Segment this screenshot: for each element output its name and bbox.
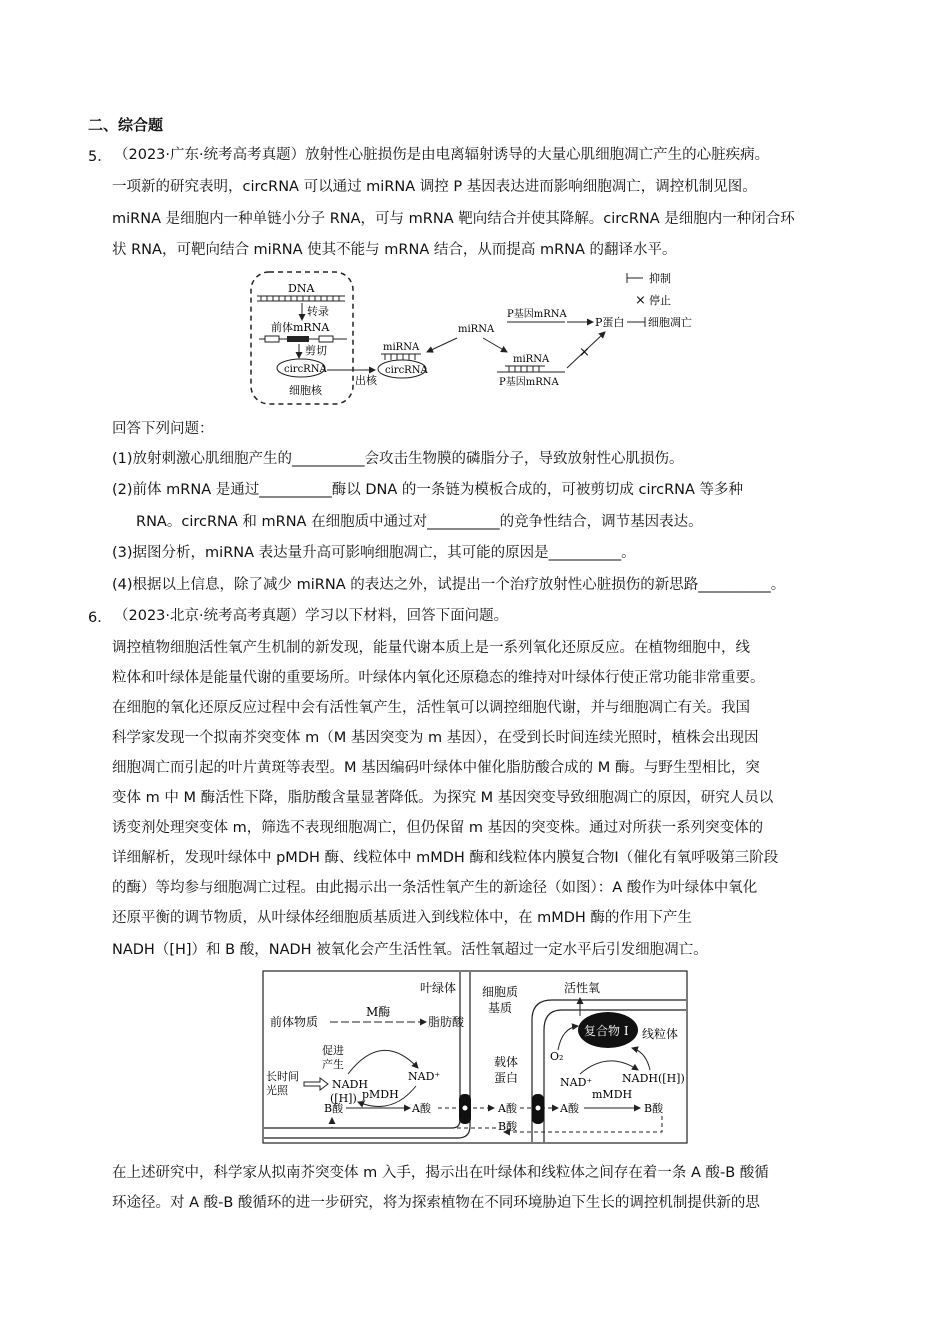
question-5-number: 5． <box>88 149 112 165</box>
b-acid-label-right: B酸 <box>644 1102 664 1115</box>
q6-text-line: 详细解析，发现叶绿体中 pMDH 酶、线粒体中 mMDH 酶和线粒体内膜复合物Ⅰ（催化有氧呼吸第三阶段 <box>112 850 779 866</box>
q5-sub1: (1)放射刺激心肌细胞产生的__________会攻击生物膜的磷脂分子，导致放射性心肌损伤。 <box>112 451 684 467</box>
apoptosis-label: 细胞凋亡 <box>648 316 692 329</box>
long-light-label-1: 长时间 <box>266 1070 299 1083</box>
nad-label-left: NAD⁺ <box>408 1070 441 1083</box>
mirna-to-mrna-arrow <box>483 338 507 352</box>
q6-text-line: 粒体和叶绿体是能量代谢的重要场所。叶绿体内氧化还原稳态的维持对叶绿体行使正常功能非常重要。 <box>112 670 765 686</box>
a-acid-label-center: A酸 <box>498 1102 517 1115</box>
q5-sub2-line2: RNA。circRNA 和 mRNA 在细胞质中通过对__________的竞争性结合，调节基因表达。 <box>136 514 703 530</box>
q5-text-line: miRNA 是细胞内一种单链小分子 RNA，可与 mRNA 靶向结合并使其降解。circRNA 是细胞内一种闭合环 <box>112 211 795 227</box>
o2-label: O₂ <box>550 1050 564 1063</box>
q5-text-line: 一项新的研究表明，circRNA 可以通过 miRNA 调控 P 基因表达进而影响细胞凋亡，调控机制见图。 <box>112 179 757 195</box>
promote-label-1: 促进 <box>322 1044 344 1057</box>
q5-prompt: 回答下列问题： <box>112 421 214 437</box>
m-enzyme-label: M酶 <box>366 1005 391 1019</box>
b-acid-label-center: B酸 <box>498 1120 518 1133</box>
q6-text-line: 细胞凋亡而引起的叶片黄斑等表型。M 基因编码叶绿体中催化脂肪酸合成的 M 酶。与野生型相比，突 <box>112 760 760 776</box>
carrier-label-1: 载体 <box>494 1055 519 1069</box>
figure-border <box>263 971 687 1143</box>
export-label: 出核 <box>355 374 377 387</box>
q6-text-line: 调控植物细胞活性氧产生机制的新发现，能量代谢本质上是一系列氧化还原反应。在植物细胞中，线 <box>112 640 750 656</box>
cytoplasm-label-2: 基质 <box>488 1001 513 1015</box>
q6-text-line: 诱变剂处理突变体 m，筛选不表现细胞凋亡，但仍保留 m 基因的突变株。通过对所获一系列突变体的 <box>112 820 764 836</box>
promote-label-2: 产生 <box>322 1058 344 1071</box>
q5-sub3: (3)据图分析，miRNA 表达量升高可影响细胞凋亡，其可能的原因是__________。 <box>112 545 636 561</box>
p-gene-mrna-label-bottom: P基因mRNA <box>499 377 559 388</box>
a-acid-label-left: A酸 <box>412 1102 431 1115</box>
mirna-label-center: miRNA <box>458 324 495 335</box>
b-acid-label-left: B酸 <box>324 1102 344 1115</box>
nadh-label-left: NADH <box>332 1078 368 1091</box>
circrna-label-cytoplasm: circRNA <box>385 365 428 376</box>
circrna-regulation-figure <box>245 268 715 410</box>
mmdh-label: mMDH <box>592 1088 633 1101</box>
q6-text-line: 的酶）等均参与细胞凋亡过程。由此揭示出一条活性氧产生的新途径（如图）：A 酸作为叶绿体中氧化 <box>112 880 758 896</box>
q5-text-line: 状 RNA，可靶向结合 miRNA 使其不能与 mRNA 结合，从而提高 mRNA 的翻译水平。 <box>112 242 677 258</box>
q6-after-line: 环途径。对 A 酸-B 酸循环的进一步研究，将为探索植物在不同环境胁迫下生长的调控机制提供新的思 <box>112 1195 760 1211</box>
precursor-label: 前体物质 <box>270 1015 319 1029</box>
pre-mrna-label: 前体mRNA <box>271 321 330 334</box>
carrier-label-2: 蛋白 <box>494 1071 519 1085</box>
transcription-label: 转录 <box>307 305 329 318</box>
fatty-acid-label: 脂肪酸 <box>428 1015 465 1029</box>
mirna-to-circrna-arrow <box>427 338 457 352</box>
cytoplasm-label-1: 细胞质 <box>482 985 519 999</box>
p-gene-mrna-label-top: P基因mRNA <box>507 309 567 320</box>
p-protein-label: P蛋白 <box>595 316 625 329</box>
long-light-label-2: 光照 <box>266 1084 288 1097</box>
q6-text-line: （2023·北京·统考高考真题）学习以下材料，回答下面问题。 <box>114 608 509 624</box>
mirna-bound-circrna <box>381 354 421 360</box>
pmdh-label: pMDH <box>362 1088 399 1101</box>
mirna-label-left: miRNA <box>383 342 420 353</box>
carrier-pore-left <box>463 1106 468 1111</box>
mirna-bound-mrna <box>497 366 565 372</box>
stop-mark: × <box>579 345 590 360</box>
mirna-label-bound: miRNA <box>513 354 550 365</box>
q6-after-line: 在上述研究中，科学家从拟南芥突变体 m 入手，揭示出在叶绿体和线粒体之间存在着一条 A 酸-B 酸循 <box>112 1165 769 1181</box>
q6-text-line: NADH（[H]）和 B 酸，NADH 被氧化会产生活性氧。活性氧超过一定水平后引发细胞凋亡。 <box>112 942 708 958</box>
legend-inhibit-symbol <box>627 273 643 283</box>
chloroplast-label: 叶绿体 <box>420 981 457 995</box>
q6-text-line: 在细胞的氧化还原反应过程中会有活性氧产生，活性氧可以调控细胞代谢，并与细胞凋亡有关。我国 <box>112 700 750 716</box>
nadh-h-label-right: NADH([H]) <box>622 1072 685 1085</box>
q5-sub4: (4)根据以上信息，除了减少 miRNA 的表达之外，试提出一个治疗放射性心脏损伤的新思路__________。 <box>112 577 786 593</box>
circrna-label: circRNA <box>284 364 327 375</box>
nucleus-label: 细胞核 <box>289 384 322 397</box>
q6-text-line: 变体 m 中 M 酶活性下降，脂肪酸含量显著降低。为探究 M 基因突变导致细胞凋亡的原因，研究人员以 <box>112 790 774 806</box>
q5-text-line: （2023·广东·统考高考真题）放射性心脏损伤是由电离辐射诱导的大量心肌细胞凋亡产生的心脏疾病。 <box>114 147 770 163</box>
dna-label: DNA <box>288 282 315 295</box>
section-title: 二、综合题 <box>88 116 164 134</box>
inhibit-symbol <box>627 317 645 327</box>
legend-stop-mark: × <box>635 293 646 308</box>
legend-stop-label: 停止 <box>649 294 671 307</box>
legend-inhibit-label: 抑制 <box>649 272 671 285</box>
mitochondrion-label: 线粒体 <box>642 1027 679 1041</box>
q6-text-line: 还原平衡的调节物质，从叶绿体经细胞质基质进入到线粒体中，在 mMDH 酶的作用下产生 <box>112 910 692 926</box>
q5-sub2-line1: (2)前体 mRNA 是通过__________酶以 DNA 的一条链为模板合成的，可被剪切成 circRNA 等多种 <box>112 482 744 498</box>
complex-i-label: 复合物 I <box>584 1024 629 1038</box>
carrier-pore-right <box>536 1106 541 1111</box>
q6-text-line: 科学家发现一个拟南芥突变体 m（M 基因突变为 m 基因），在受到长时间连续光照时，植株会出现因 <box>112 730 759 746</box>
dna-double-strand <box>257 296 345 301</box>
question-6-number: 6． <box>88 610 112 626</box>
ros-label: 活性氧 <box>564 981 601 995</box>
a-acid-label-right: A酸 <box>560 1102 579 1115</box>
a-b-acid-cycle-figure <box>262 970 688 1146</box>
pre-mrna-strand <box>259 336 347 342</box>
nad-label-right: NAD⁺ <box>560 1076 593 1089</box>
splice-label: 剪切 <box>305 344 327 357</box>
h-label-left: ([H]) <box>330 1092 357 1105</box>
